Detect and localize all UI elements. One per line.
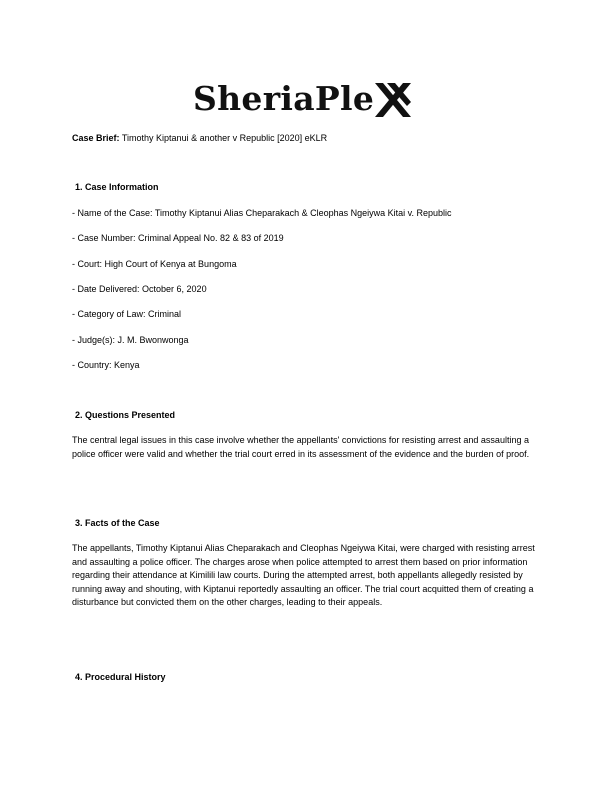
section-heading-questions-presented: 2. Questions Presented	[75, 410, 176, 420]
logo-x-mark-icon	[373, 81, 413, 119]
facts-body: The appellants, Timothy Kiptanui Alias Cheparakach and Cleophas Ngeiywa Kitai, were charged with resisting arrest and assaulting a police officer. The charges arose when police attempted to arrest them based on prior information regarding their attendance at Kimilili law courts. During the attempted arrest, both appellants allegedly resisted by running away and shouting, with Kiptanui reportedly assaulting an officer. The trial court acquitted them of creating a disturbance but convicted them on the other charges, leading to their appeals.	[72, 543, 535, 607]
info-name-of-case: - Name of the Case: Timothy Kiptanui Alias Cheparakach & Cleophas Ngeiywa Kitai v. Republic	[72, 208, 452, 218]
info-judges: - Judge(s): J. M. Bwonwonga	[72, 335, 189, 345]
case-brief-label: Case Brief:	[72, 133, 120, 143]
logo-wordmark: SheriaPle	[193, 79, 375, 118]
case-brief-title: Timothy Kiptanui & another v Republic [2020] eKLR	[121, 133, 328, 143]
info-case-number: - Case Number: Criminal Appeal No. 82 & 83 of 2019	[72, 233, 284, 243]
info-court: - Court: High Court of Kenya at Bungoma	[72, 259, 237, 269]
section-heading-case-information: 1. Case Information	[75, 182, 159, 192]
sheriaplex-logo	[193, 77, 423, 121]
section-heading-procedural-history: 4. Procedural History	[75, 672, 166, 682]
questions-presented-body: The central legal issues in this case involve whether the appellants' convictions for resisting arrest and assaulting a police officer were valid and whether the trial court erred in its assessment of the evidence and the burden of proof.	[72, 435, 530, 459]
info-category-of-law: - Category of Law: Criminal	[72, 309, 182, 319]
section-heading-facts: 3. Facts of the Case	[75, 518, 160, 528]
case-brief-line	[72, 132, 327, 144]
info-date-delivered: - Date Delivered: October 6, 2020	[72, 284, 207, 294]
info-country: - Country: Kenya	[72, 360, 140, 370]
